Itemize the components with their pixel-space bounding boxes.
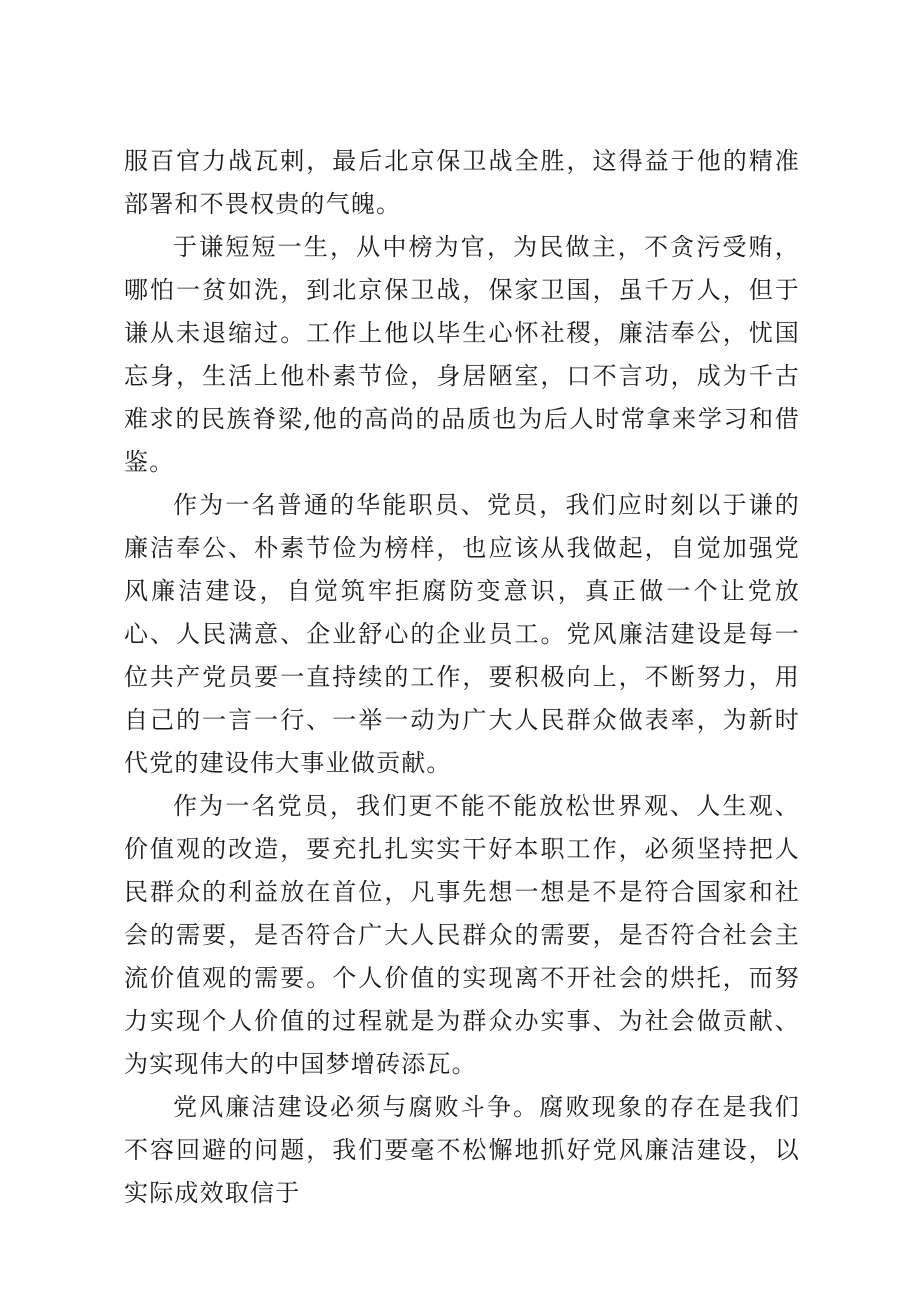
- paragraph-employee-duty: 作为一名普通的华能职员、党员，我们应时刻以于谦的廉洁奉公、朴素节俭为榜样，也应该从我做起，自觉加强党风廉洁建设，自觉筑牢拒腐防变意识，真正做一个让党放心、人民满意、企业舒心的企业员工。党风廉洁建设是每一位共产党员要一直持续的工作，要积极向上，不断努力，用自己的一言一行、一举一动为广大人民群众做表率，为新时代党的建设伟大事业做贡献。: [124, 491, 800, 777]
- paragraph-party-member: 作为一名党员，我们更不能不能放松世界观、人生观、价值观的改造，要充扎扎实实干好本职工作，必须坚持把人民群众的利益放在首位，凡事先想一想是不是符合国家和社会的需要，是否符合广大人民群众的需要，是否符合社会主流价值观的需要。个人价值的实现离不开社会的烘托，而努力实现个人价值的过程就是为群众办实事、为社会做贡献、为实现伟大的中国梦增砖添瓦。: [124, 792, 800, 1078]
- document-body: [124, 140, 800, 1215]
- paragraph-anti-corruption: 党风廉洁建设必须与腐败斗争。腐败现象的存在是我们不容回避的问题，我们要毫不松懈地抓好党风廉洁建设，以实际成效取信于: [124, 1093, 800, 1207]
- paragraph-continuation: 服百官力战瓦剌，最后北京保卫战全胜，这得益于他的精准部署和不畏权贵的气魄。: [124, 147, 800, 218]
- paragraph-yuqian-life: 于谦短短一生，从中榜为官，为民做主，不贪污受贿，哪怕一贫如洗，到北京保卫战，保家卫国，虽千万人，但于谦从未退缩过。工作上他以毕生心怀社稷，廉洁奉公，忧国忘身，生活上他朴素节俭，身居陋室，口不言功，成为千古难求的民族脊梁,他的高尚的品质也为后人时常拿来学习和借鉴。: [124, 233, 800, 476]
